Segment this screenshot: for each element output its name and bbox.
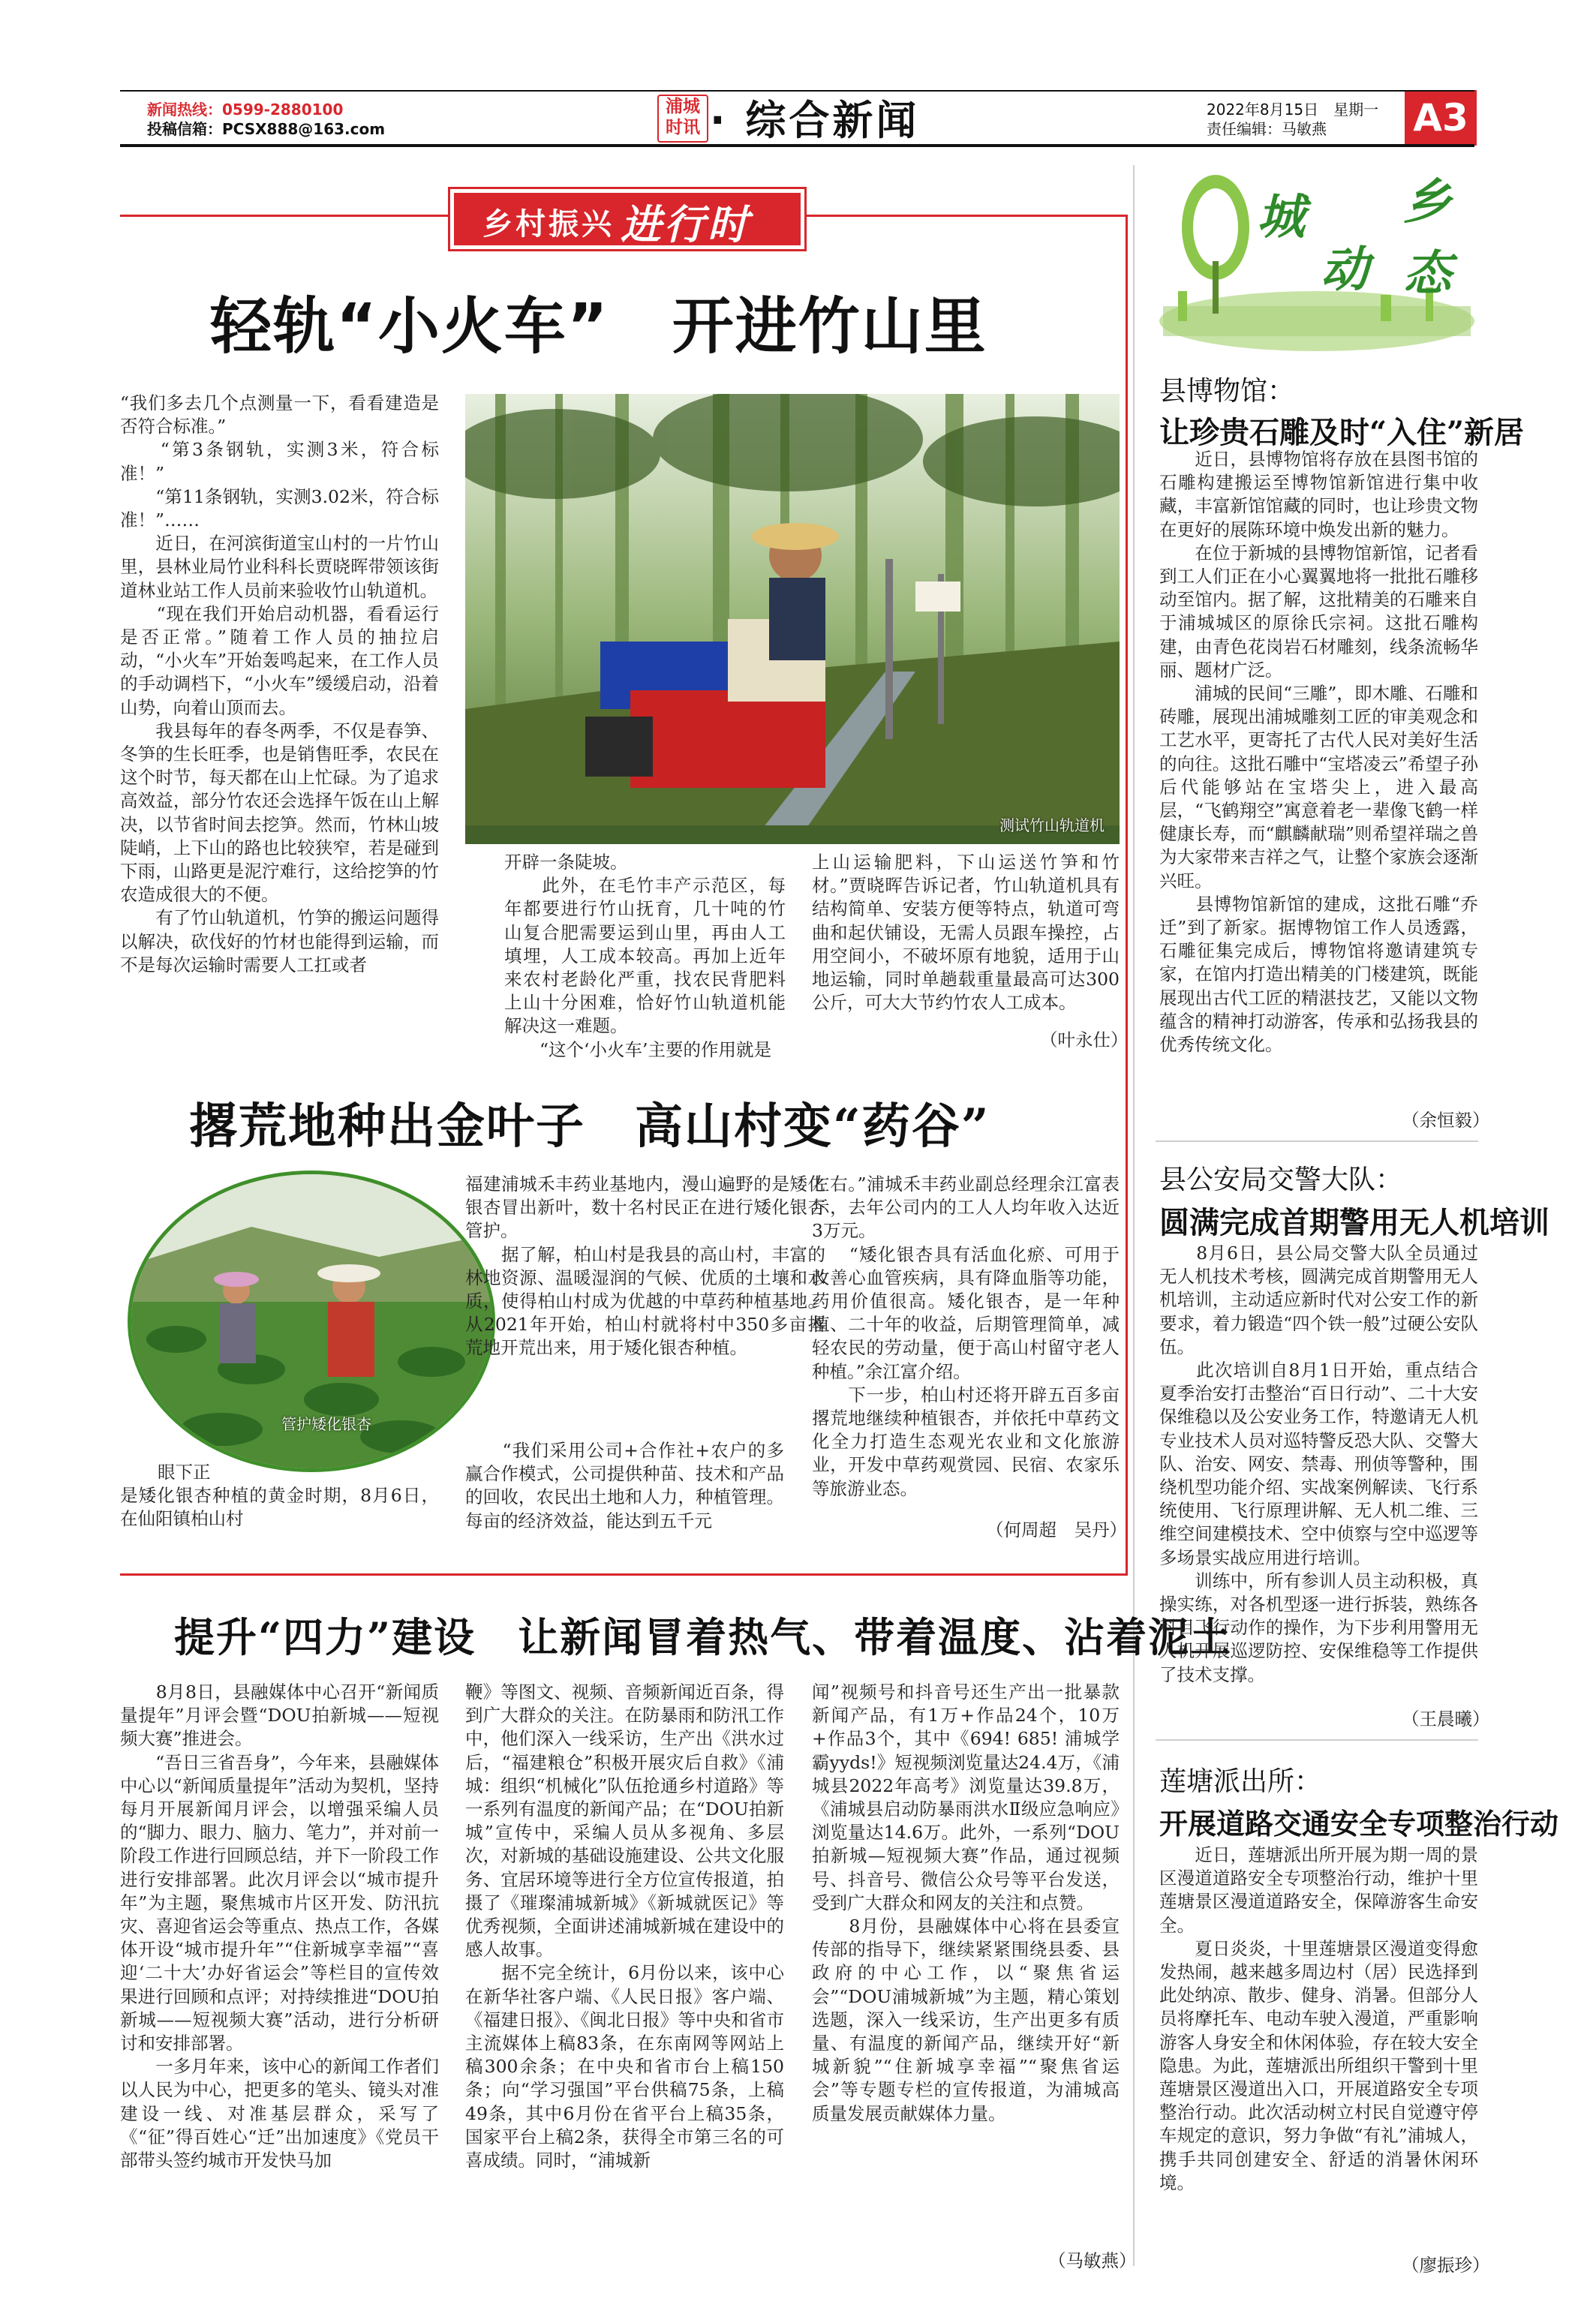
banner-right: 进行时 bbox=[621, 200, 751, 248]
brand-bottom: 时讯 bbox=[666, 118, 700, 137]
article-1-title: 轻轨“小火车” 开进竹山里 bbox=[210, 291, 987, 362]
article-2-col2-bottom: “我们采用公司+合作社+农户的多赢合作模式，公司提供种苗、技术和产品的回收，农民出土地和人力，种植管理。每亩的经济效益，能达到五千元 bbox=[465, 1440, 784, 1531]
article-1-author: （叶永仕） bbox=[1040, 1029, 1129, 1050]
hotline: 新闻热线：0599-2880100 bbox=[147, 101, 344, 119]
sidebar-3-kicker: 莲塘派出所： bbox=[1159, 1766, 1322, 1797]
sidebar-2-author: （王晨曦） bbox=[1402, 1708, 1490, 1730]
ginkgo-photo bbox=[128, 1171, 495, 1472]
logo-char-1: 城 bbox=[1257, 189, 1305, 245]
sidebar-3-title: 开展道路交通安全专项整治行动 bbox=[1159, 1807, 1559, 1841]
article-2-col2-top: 福建浦城禾丰药业基地内，漫山遍野的是矮化银杏冒出新叶，数十名村民正在进行矮化银杏管护。 据了解，柏山村是我县的高山村，丰富的林地资源、温暖湿润的气候、优质的土壤和水质，使得柏山村成为优越的中草药种植基地。从2021年开始，柏山村就将村中350多亩撂荒地开荒出来，用于矮化银杏种植。 bbox=[465, 1174, 825, 1359]
bamboo-photo-caption: 测试竹山轨道机 bbox=[999, 816, 1105, 834]
sidebar-2-body: 8月6日，县公局交警大队全员通过无人机技术考核，圆满完成首期警用无人机培训，主动适应新时代对公安工作的新要求，着力锻造“四个铁一般”过硬公安队伍。 此次培训自8月1日开始，重点结合夏季治安打击整治“百日行动”、二十大安保维稳以及公安业务工作，特邀请无人机专业技术人员对巡特警反恐大队、交警大队、治安、网安、禁毒、刑侦等警种，围绕机型功能介绍、实战案例解读、飞行系统使用、飞行原理讲解、无人机二维、三维空间建模技术、空中侦察与空中巡逻等多场景实战应用进行培训。 训练中，所有参训人员主动积极，真操实练，对各机型逐一进行拆装，熟练各科目飞行动作的操作，为下步利用警用无人机开展巡逻防控、安保维稳等工作提供了技术支撑。 bbox=[1159, 1243, 1478, 1685]
issue-date: 2022年8月15日 星期一 bbox=[1207, 101, 1379, 119]
article-2-title: 撂荒地种出金叶子 高山村变“药谷” bbox=[189, 1098, 990, 1155]
logo-char-3: 动 bbox=[1321, 242, 1369, 298]
article-3-col3: 闻”视频号和抖音号还生产出一批暴款新闻产品，有1万+作品24个，10万+作品3个，其中《694! 685! 浦城学霸yyds!》短视频浏览量达24.4万，《浦城县2022年高考》浏览量达39.8万，《浦城县启动防暴雨洪水Ⅱ级应急响应》浏览量达14.6万。此外，一系列“DOU拍新城—短视频大赛”作品，通过视频号、抖音号、微信公众号等平台发送，受到广大群众和网友的关注和点赞。 8月份，县融媒体中心将在县委宣传部的指导下，继续紧紧围绕县委、县政府的中心工作，以“聚焦省运会”“DOU浦城新城”为主题，精心策划选题，深入一线采访，生产出更多有质量、有温度的新闻产品，继续开好“新城新貌”“住新城享幸福”“聚焦省运会”等专题专栏的宣传报道，为浦城高质量发展贡献媒体力量。 bbox=[812, 1681, 1120, 2124]
section-banner bbox=[450, 189, 804, 249]
sidebar-3-body: 近日，莲塘派出所开展为期一周的景区漫道道路安全专项整治行动，维护十里莲塘景区漫道道路安全，保障游客生命安全。 夏日炎炎，十里莲塘景区漫道变得愈发热闹，越来越多周边村（居）民选择到此处纳凉、散步、健身、消暑。但部分人员将摩托车、电动车驶入漫道，严重影响游客人身安全和休闲体验，存在较大安全隐患。为此，莲塘派出所组织干警到十里莲塘景区漫道出入口，开展道路安全专项整治行动。此次活动树立村民自觉遵守停车规定的意识，努力争做“有礼”浦城人，携手共同创建安全、舒适的消暑休闲环境。 bbox=[1159, 1844, 1478, 2193]
sidebar-rule-1 bbox=[1156, 1140, 1478, 1142]
article-2-caption: 是矮化银杏种植的黄金时期，8月6日，在仙阳镇柏山村 bbox=[120, 1485, 439, 1530]
sidebar-1-body: 近日，县博物馆将存放在县图书馆的石雕构建搬运至博物馆新馆进行集中收藏，丰富新馆馆藏的同时，也让珍贵文物在更好的展陈环境中焕发出新的魅力。 在位于新城的县博物馆新馆，记者看到工人们正在小心翼翼地将一批批石雕移动至馆内。据了解，这批精美的石雕来自于浦城城区的原徐氏宗祠。这批石雕构建，由青色花岗岩石材雕刻，线条流畅华丽、题材广泛。 浦城的民间“三雕”，即木雕、石雕和砖雕，展现出浦城雕刻工匠的审美观念和工艺水平，更寄托了古代人民对美好生活的向往。这批石雕中“宝塔凌云”希望子孙后代能够站在宝塔尖上，进入最高层，“飞鹤翔空”寓意着老一辈像飞鹤一样健康长寿，而“麒麟献瑞”则希望祥瑞之兽为大家带来吉祥之气，让整个家族会逐渐兴旺。 县博物馆新馆的建成，这批石雕“乔迁”到了新家。据博物馆工作人员透露，石雕征集完成后，博物馆将邀请建筑专家，在馆内打造出精美的门楼建筑，既能展现出古代工匠的精湛技艺，又能以文物蕴含的精神打动游客，传承和弘扬我县的优秀传统文化。 bbox=[1159, 449, 1478, 1056]
article-2-col3: 左右。”浦城禾丰药业副总经理余江富表示，去年公司内的工人人均年收入达近3万元。 “矮化银杏具有活血化瘀、可用于改善心血管疾病，具有降血脂等功能，药用价值很高。矮化银杏，是一年种植、二十年的收益，后期管理简单，减轻农民的劳动量，便于高山村留守老人种植。”余江富介绍。 下一步，柏山村还将开辟五百多亩撂荒地继续种植银杏，并依托中草药文化全力打造生态观光农业和文化旅游业，开发中草药观赏园、民宿、农家乐等旅游业态。 bbox=[812, 1174, 1120, 1499]
banner-left: 乡村振兴 bbox=[482, 207, 615, 242]
sidebar-logo bbox=[1156, 164, 1478, 351]
brand-badge bbox=[657, 95, 708, 143]
bamboo-rail-photo bbox=[465, 394, 1120, 844]
header-rule-top bbox=[120, 90, 1474, 92]
page-number: A3 bbox=[1405, 90, 1477, 146]
ginkgo-photo-caption: 管护矮化银杏 bbox=[281, 1415, 371, 1433]
submission-email: 投稿信箱：PCSX888@163.com bbox=[147, 120, 386, 138]
header-rule-bottom bbox=[120, 144, 1474, 147]
sidebar-3-author: （廖振珍） bbox=[1402, 2255, 1490, 2276]
article-2-author: （何周超 吴丹） bbox=[986, 1519, 1127, 1540]
sidebar-1-author: （余恒毅） bbox=[1402, 1110, 1490, 1131]
article-3-col1: 8月8日，县融媒体中心召开“新闻质量提年”月评会暨“DOU拍新城——短视频大赛”推进会。 “吾日三省吾身”，今年来，县融媒体中心以“新闻质量提年”活动为契机，坚持每月开展新闻月评会，以增强采编人员的“脚力、眼力、脑力、笔力”，并对前一阶段工作进行回顾总结，并下一阶段工作进行安排部署。此次月评会以“城市提升年”为主题，聚焦城市片区开发、防汛抗灾、喜迎省运会等重点、热点工作，各媒体开设“城市提升年”“住新城享幸福”“喜迎‘二十大’办好省运会”等栏目的宣传效果进行回顾和点评；对持续推进“DOU拍新城——短视频大赛”活动，进行分析研讨和安排部署。 一多月年来，该中心的新闻工作者们以人民为中心，把更多的笔头、镜头对准建设一线、对准基层群众，采写了《“征”得百姓心“迁”出加速度》《党员干部带头签约城市开发快马加 bbox=[120, 1681, 439, 2171]
article-3-author: （马敏燕） bbox=[1048, 2250, 1137, 2271]
article-3-title: 提升“四力”建设 让新闻冒着热气、带着温度、沾着泥土 bbox=[174, 1613, 1233, 1661]
logo-char-2: 乡 bbox=[1403, 174, 1451, 230]
responsible-editor: 责任编辑：马敏燕 bbox=[1207, 120, 1327, 138]
article-2-caption-line1: 眼下正 bbox=[158, 1462, 211, 1483]
article-1-col2: 开辟一条陡坡。 此外，在毛竹丰产示范区，每年都要进行竹山抚育，几十吨的竹山复合肥需要运到山里，再由人工填埋，人工成本较高。再加上近年来农村老龄化严重，找农民背肥料上山十分困难，恰好竹山轨道机能解决这一难题。 “这个‘小火车’主要的作用就是 bbox=[504, 852, 786, 1060]
section-title: · 综合新闻 bbox=[710, 97, 920, 144]
article-3-col2: 鞭》等图文、视频、音频新闻近百条，得到广大群众的关注。在防暴雨和防汛工作中，他们深入一线采访，生产出《洪水过后，“福建粮仓”积极开展灾后自救》《浦城：组织“机械化”队伍抢通乡村道路》等一系列有温度的新闻产品；在“DOU拍新城”宣传中，采编人员从多视角、多层次，对新城的基础设施建设、公共文化服务、宜居环境等进行全方位宣传报道，拍摄了《璀璨浦城新城》《新城就医记》等优秀视频，全面讲述浦城新城在建设中的感人故事。 据不完全统计，6月份以来，该中心在新华社客户端、《人民日报》客户端、《福建日报》、《闽北日报》等中央和省市主流媒体上稿83条，在东南网等网站上稿300余条；在中央和省市台上稿150条；向“学习强国”平台供稿75条，上稿49条，其中6月份在省平台上稿35条，国家平台上稿2条，获得全市第三名的可喜成绩。同时，“浦城新 bbox=[465, 1681, 784, 2171]
logo-char-4: 态 bbox=[1403, 245, 1451, 302]
sidebar-rule-2 bbox=[1156, 1739, 1478, 1741]
article-1-col3: 上山运输肥料，下山运送竹笋和竹材。”贾晓晖告诉记者，竹山轨道机具有结构简单、安装方便等特点，轨道可弯曲和起伏铺设，无需人员跟车操控，占用空间小，不破坏原有地貌，适用于山地运输，同时单趟载重量最高可达300公斤，可大大节约竹农人工成本。 bbox=[812, 852, 1120, 1014]
column-divider bbox=[1133, 165, 1135, 2266]
article-1-col1: “我们多去几个点测量一下，看看建造是否符合标准。” “第3条钢轨，实测3米，符合标准！” “第11条钢轨，实测3.02米，符合标准！”…… 近日，在河滨街道宝山村的一片竹山里，县林业局竹业科科长贾晓晖带领该街道林业站工作人员前来验收竹山轨道机。 “现在我们开始启动机器，看看运行是否正常。”随着工作人员的抽拉启动，“小火车”开始轰鸣起来，在工作人员的手动调档下，“小火车”缓缓启动，沿着山势，向着山顶而去。 我县每年的春冬两季，不仅是春笋、冬笋的生长旺季，也是销售旺季，农民在这个时节，每天都在山上忙碌。为了追求高效益，部分竹农还会选择午饭在山上解决，以节省时间去挖笋。然而，竹林山坡陡峭，上下山的路也比较狭窄，若是碰到下雨，山路更是泥泞难行，这给挖笋的竹农造成很大的不便。 有了竹山轨道机，竹笋的搬运问题得以解决，砍伐好的竹材也能得到运输，而不是每次运输时需要人工扛或者 bbox=[120, 392, 439, 975]
sidebar-1-kicker: 县博物馆： bbox=[1159, 376, 1295, 407]
brand-top: 浦城 bbox=[666, 97, 700, 116]
sidebar-2-title: 圆满完成首期警用无人机培训 bbox=[1159, 1205, 1549, 1240]
sidebar-2-kicker: 县公安局交警大队： bbox=[1159, 1165, 1403, 1195]
sidebar-1-title: 让珍贵石雕及时“入住”新居 bbox=[1159, 415, 1525, 450]
bamboo-forest-image bbox=[465, 394, 1120, 844]
